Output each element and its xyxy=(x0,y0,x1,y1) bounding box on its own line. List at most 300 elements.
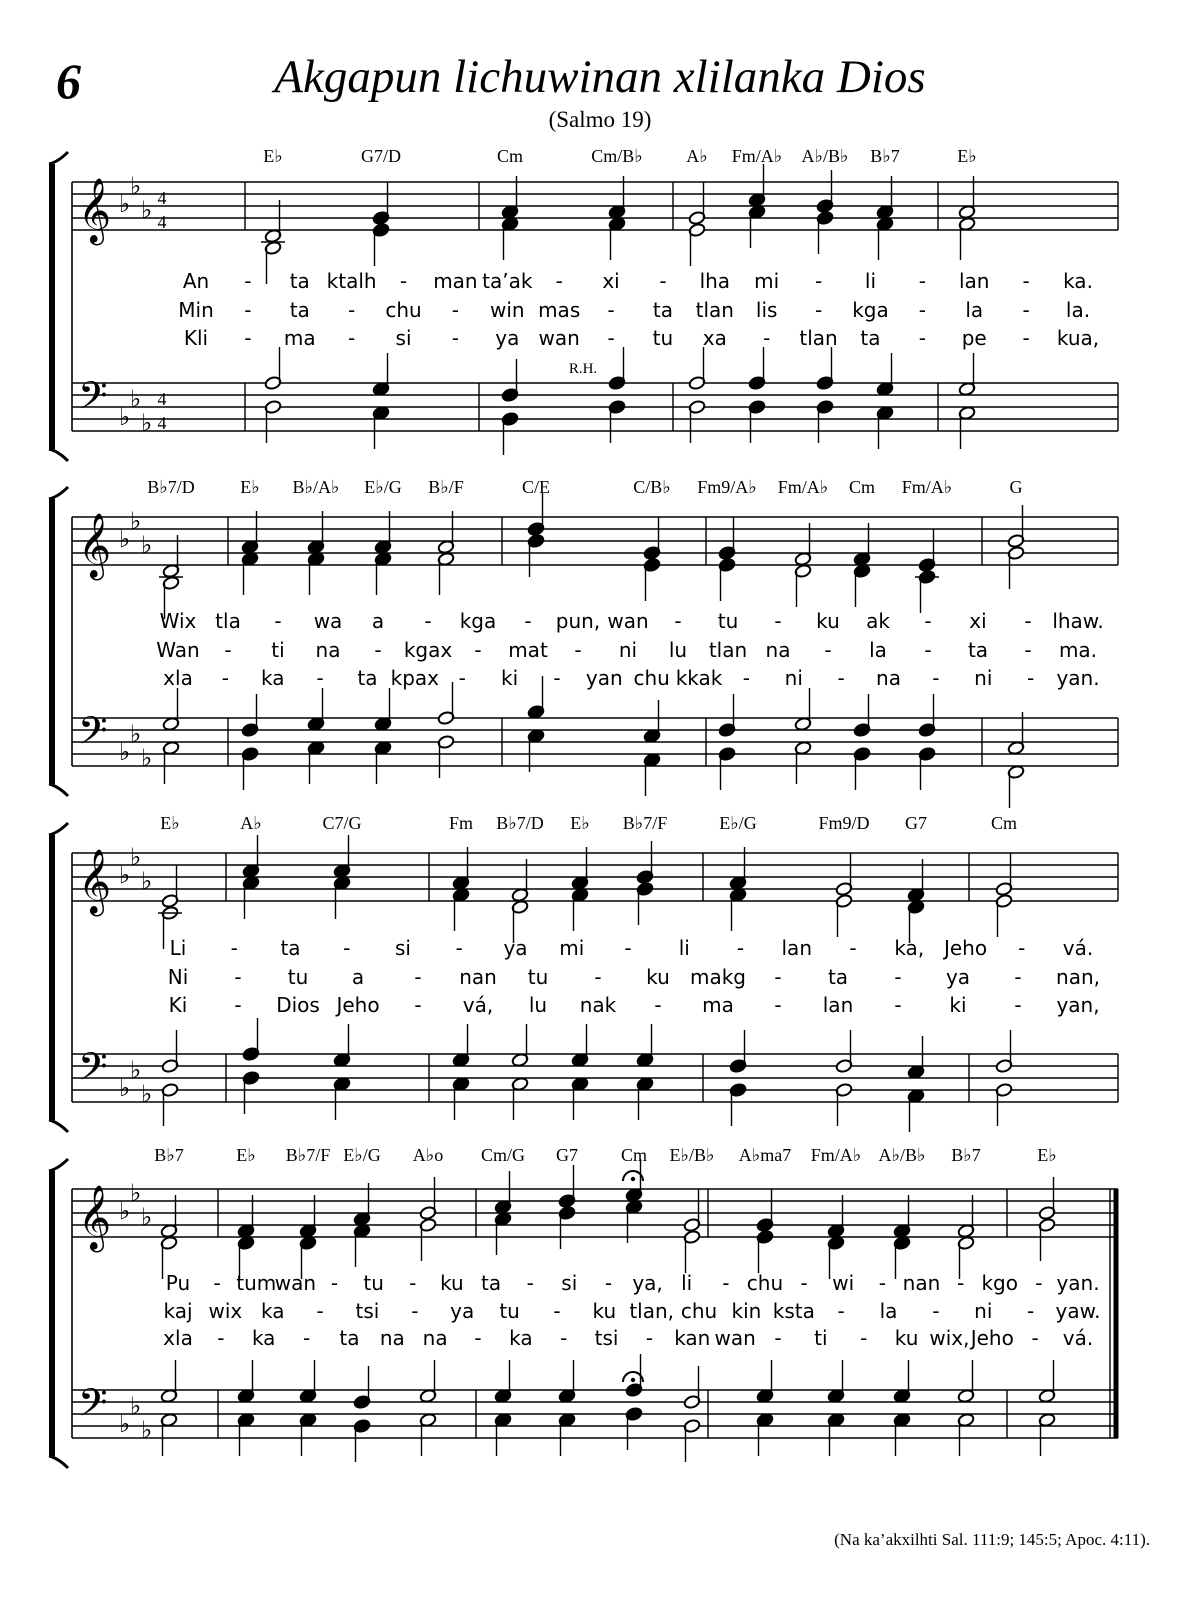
bracket-top-hook xyxy=(49,1159,68,1171)
lyric-syllable: tu xyxy=(527,965,549,989)
lyric-syllable: tu xyxy=(499,1299,520,1323)
key-flat-icon: ♭ xyxy=(119,861,131,889)
lyric-syllable: ya, xyxy=(632,1271,663,1295)
bass-clef-icon: 𝄢 xyxy=(78,373,108,427)
lyric-syllable: lhaw. xyxy=(1052,609,1104,633)
chord-symbol: C/E xyxy=(521,477,551,497)
lyric-syllable: na xyxy=(422,1326,448,1350)
lyric-syllable: chu xyxy=(680,1299,718,1323)
lyric-syllable: - xyxy=(1031,1326,1039,1350)
key-flat-icon: ♭ xyxy=(119,1410,131,1438)
lyric-syllable: - xyxy=(878,1271,886,1295)
chord-symbol: C/B♭ xyxy=(633,477,671,497)
lyric-syllable: - xyxy=(814,269,823,293)
lyric-syllable: kgax xyxy=(403,638,453,662)
lyric-syllable: - xyxy=(1014,965,1022,989)
lyric-syllable: - xyxy=(213,1271,221,1295)
lyric-syllable: ak xyxy=(866,609,890,633)
key-flat-icon: ♭ xyxy=(119,1197,131,1225)
lyric-syllable: ku xyxy=(440,1271,464,1295)
lyric-syllable: - xyxy=(574,638,582,662)
lyric-syllable: chu xyxy=(746,1271,784,1295)
lyric-syllable: - xyxy=(560,1326,568,1350)
lyric-syllable: - xyxy=(1022,326,1030,350)
chord-symbol: B♭7/D xyxy=(496,813,544,833)
treble-clef-icon: 𝄞 xyxy=(78,849,112,914)
key-flat-icon: ♭ xyxy=(130,1179,142,1207)
chord-symbol: B♭7/D xyxy=(147,477,195,497)
lyric-syllable: kan xyxy=(674,1326,711,1350)
chord-symbol: G xyxy=(1009,477,1023,497)
lyric-syllable: - xyxy=(674,609,682,633)
lyric-syllable: - xyxy=(409,1271,417,1295)
chord-symbol: E♭/G xyxy=(343,1145,381,1165)
lyric-syllable: ta xyxy=(480,1271,502,1295)
lyric-syllable: - xyxy=(894,993,902,1017)
key-flat-icon: ♭ xyxy=(119,190,131,218)
lyric-syllable: xla xyxy=(163,666,193,690)
lyric-syllable: - xyxy=(860,1326,868,1350)
key-flat-icon: ♭ xyxy=(130,720,142,748)
lyric-syllable: man xyxy=(433,269,478,293)
chord-symbol: C7/G xyxy=(322,813,362,833)
chord-symbol: B♭7 xyxy=(154,1145,184,1165)
lyric-syllable: wix xyxy=(208,1299,243,1323)
lyric-syllable: - xyxy=(524,609,532,633)
treble-clef-icon: 𝄞 xyxy=(78,178,112,243)
lyric-syllable: - xyxy=(849,936,857,960)
lyric-syllable: tlan xyxy=(708,638,748,662)
lyric-syllable: la xyxy=(965,298,984,322)
lyric-syllable: - xyxy=(1027,666,1035,690)
lyric-syllable: si xyxy=(395,936,411,960)
lyric-syllable: ma xyxy=(702,993,734,1017)
chord-symbol: B♭/A♭ xyxy=(292,477,340,497)
lyric-syllable: a xyxy=(351,965,365,989)
lyric-syllable: - xyxy=(451,326,460,350)
lyric-syllable: Ki xyxy=(168,993,188,1017)
lyric-syllable: tsi xyxy=(594,1326,619,1350)
lyric-syllable: lan xyxy=(822,993,854,1017)
lyric-syllable: ti xyxy=(814,1326,828,1350)
lyric-syllable: - xyxy=(316,666,324,690)
treble-staff xyxy=(72,853,1118,901)
chord-symbol: E♭/G xyxy=(719,813,757,833)
lyric-syllable: ku xyxy=(894,1326,919,1350)
lyric-syllable: ka. xyxy=(1063,269,1093,293)
lyric-syllable: lan xyxy=(781,936,812,960)
lyric-syllable: mi xyxy=(559,936,585,960)
time-signature-numerator: 4 xyxy=(157,188,167,208)
lyric-syllable: - xyxy=(348,298,356,322)
lyric-syllable: tla xyxy=(215,609,241,633)
lyric-syllable: ta xyxy=(652,298,673,322)
chord-symbol: Fm/A♭ xyxy=(901,477,953,497)
lyric-syllable: - xyxy=(234,965,242,989)
lyric-syllable: ya xyxy=(450,1299,475,1323)
lyric-syllable: - xyxy=(624,936,632,960)
chord-symbol: Cm xyxy=(990,813,1018,833)
lyric-syllable: - xyxy=(1018,936,1026,960)
chord-symbol: Cm xyxy=(620,1145,648,1165)
lyric-syllable: - xyxy=(1027,1299,1035,1323)
key-flat-icon: ♭ xyxy=(130,507,142,535)
lyric-syllable: - xyxy=(230,936,238,960)
lyric-syllable: - xyxy=(274,609,282,633)
lyric-syllable: tu xyxy=(287,965,309,989)
hymn-number: 6 xyxy=(56,53,81,109)
lyric-syllable: - xyxy=(1024,609,1032,633)
chord-symbol: A♭/B♭ xyxy=(801,146,849,166)
lyric-syllable: wan xyxy=(714,1326,756,1350)
bass-staff xyxy=(72,1054,1118,1102)
lyric-syllable: ku xyxy=(816,609,840,633)
lyric-syllable: yaw. xyxy=(1055,1299,1101,1323)
lyric-syllable: makg xyxy=(689,965,747,989)
key-flat-icon: ♭ xyxy=(141,1203,153,1231)
right-hand-annotation: R.H. xyxy=(568,361,598,377)
key-flat-icon: ♭ xyxy=(141,1080,153,1108)
lyric-syllable: na xyxy=(765,638,791,662)
lyric-syllable: mas xyxy=(538,298,581,322)
chord-symbol: A♭/B♭ xyxy=(878,1145,926,1165)
chord-symbol: E♭/B♭ xyxy=(669,1145,715,1165)
lyric-syllable: wan xyxy=(274,1271,317,1295)
lyric-syllable: - xyxy=(411,1299,419,1323)
chord-symbol: E♭ xyxy=(957,146,977,166)
lyric-syllable: Wan xyxy=(156,638,200,662)
lyric-syllable: ta xyxy=(339,1326,360,1350)
lyric-syllable: An xyxy=(182,269,210,293)
key-flat-icon: ♭ xyxy=(141,196,153,224)
lyric-syllable: kaj xyxy=(163,1299,193,1323)
lyric-syllable: ni xyxy=(974,666,993,690)
lyric-syllable: si xyxy=(561,1271,578,1295)
lyric-syllable: Pu xyxy=(165,1271,191,1295)
bass-clef-icon: 𝄢 xyxy=(78,1380,108,1434)
lyric-syllable: - xyxy=(343,936,351,960)
lyric-syllable: Dios xyxy=(276,993,320,1017)
lyric-syllable: tu xyxy=(652,326,674,350)
lyric-syllable: - xyxy=(1035,1271,1043,1295)
time-signature-denominator: 4 xyxy=(157,413,167,433)
lyric-syllable: Li xyxy=(169,936,187,960)
lyric-syllable: - xyxy=(763,326,771,350)
lyric-syllable: lan xyxy=(958,269,990,293)
lyric-syllable: ta xyxy=(289,298,310,322)
lyric-syllable: - xyxy=(1014,993,1022,1017)
lyric-syllable: tlan, xyxy=(629,1299,675,1323)
lyric-syllable: xla xyxy=(163,1326,193,1350)
treble-clef-icon: 𝄞 xyxy=(78,1185,112,1250)
chord-symbol: E♭ xyxy=(236,1145,256,1165)
lyric-syllable: - xyxy=(526,1271,534,1295)
lyric-syllable: - xyxy=(458,666,466,690)
lyric-syllable: - xyxy=(244,326,252,350)
lyric-syllable: - xyxy=(451,298,460,322)
lyric-syllable: li xyxy=(864,269,877,293)
lyric-syllable: - xyxy=(1024,638,1032,662)
key-flat-icon: ♭ xyxy=(130,843,142,871)
lyric-syllable: - xyxy=(414,993,422,1017)
lyric-syllable: ma. xyxy=(1058,638,1098,662)
lyric-syllable: - xyxy=(234,993,242,1017)
lyric-syllable: - xyxy=(722,1271,730,1295)
key-flat-icon: ♭ xyxy=(119,738,131,766)
lyric-syllable: chu xyxy=(385,298,422,322)
lyric-syllable: - xyxy=(837,1299,845,1323)
treble-clef-icon: 𝄞 xyxy=(78,513,112,578)
lyric-syllable: - xyxy=(932,666,940,690)
lyric-syllable: Ni xyxy=(167,965,189,989)
chord-symbol: G7 xyxy=(556,1145,578,1165)
lyric-syllable: - xyxy=(659,269,667,293)
lyric-syllable: - xyxy=(742,666,751,690)
chord-symbol: Cm xyxy=(496,146,524,166)
lyric-syllable: nak xyxy=(579,993,617,1017)
lyric-syllable: ktalh xyxy=(326,269,377,293)
lyric-syllable: - xyxy=(244,298,252,322)
chord-symbol: Cm xyxy=(848,477,876,497)
lyric-syllable: - xyxy=(221,666,229,690)
lyric-syllable: - xyxy=(918,298,926,322)
chord-symbol: B♭7 xyxy=(951,1145,981,1165)
lyric-syllable: mi xyxy=(754,269,780,293)
bracket-bottom-hook xyxy=(49,1120,68,1132)
bracket-bottom-hook xyxy=(49,449,68,461)
time-signature-denominator: 4 xyxy=(157,212,167,232)
key-flat-icon: ♭ xyxy=(119,1074,131,1102)
lyric-syllable: - xyxy=(330,1271,339,1295)
lyric-syllable: - xyxy=(918,326,926,350)
lyric-syllable: lu xyxy=(668,638,688,662)
chord-symbol: B♭/F xyxy=(428,477,464,497)
lyric-syllable: yan, xyxy=(1056,993,1100,1017)
chord-symbol: G7/D xyxy=(361,146,401,166)
chord-symbol: A♭o xyxy=(412,1145,444,1165)
lyric-syllable: - xyxy=(918,269,926,293)
key-flat-icon: ♭ xyxy=(141,1416,153,1444)
key-flat-icon: ♭ xyxy=(130,172,142,200)
lyric-syllable: lu xyxy=(528,993,548,1017)
chord-symbol: A♭ma7 xyxy=(738,1145,792,1165)
lyric-syllable: - xyxy=(736,936,745,960)
lyric-syllable: - xyxy=(774,965,782,989)
lyric-syllable: - xyxy=(399,269,408,293)
bass-staff xyxy=(72,718,1118,766)
lyric-syllable: xi xyxy=(969,609,987,633)
lyric-syllable: nan, xyxy=(1056,965,1100,989)
lyric-syllable: Wix xyxy=(159,609,197,633)
key-flat-icon: ♭ xyxy=(119,403,131,431)
lyric-syllable: ma xyxy=(283,326,316,350)
lyric-syllable: ka xyxy=(509,1326,533,1350)
chord-symbol: Fm9/D xyxy=(818,813,870,833)
lyric-syllable: nan xyxy=(459,965,497,989)
lyric-syllable: - xyxy=(932,1299,940,1323)
lyric-syllable: - xyxy=(553,666,561,690)
bracket-bottom-hook xyxy=(49,784,68,796)
lyric-syllable: ta’ak xyxy=(482,269,533,293)
lyric-syllable: nan xyxy=(902,1271,941,1295)
lyric-syllable: ta xyxy=(827,965,849,989)
lyric-syllable: - xyxy=(654,993,662,1017)
lyric-syllable: yan. xyxy=(1056,1271,1100,1295)
lyric-syllable: ti xyxy=(271,638,285,662)
lyric-syllable: kga xyxy=(459,609,497,633)
lyric-syllable: ni xyxy=(618,638,638,662)
lyric-syllable: - xyxy=(645,1326,654,1350)
chord-symbol: Cm/B♭ xyxy=(591,146,643,166)
chord-symbol: A♭ xyxy=(686,146,708,166)
lyric-syllable: Min xyxy=(178,298,214,322)
lyric-syllable: - xyxy=(555,269,563,293)
lyric-syllable: win xyxy=(489,298,525,322)
lyric-syllable: - xyxy=(594,965,602,989)
bass-clef-icon: 𝄢 xyxy=(78,1044,108,1098)
lyric-syllable: - xyxy=(316,1299,324,1323)
lyric-syllable: - xyxy=(774,993,782,1017)
lyric-syllable: - xyxy=(424,609,432,633)
time-signature-numerator: 4 xyxy=(157,389,167,409)
chord-symbol: B♭7 xyxy=(870,146,900,166)
key-flat-icon: ♭ xyxy=(130,385,142,413)
lyric-syllable: - xyxy=(1022,269,1030,293)
lyric-syllable: wi xyxy=(832,1271,855,1295)
lyric-syllable: vá. xyxy=(1062,936,1094,960)
lyric-syllable: - xyxy=(455,936,463,960)
chord-symbol: A♭ xyxy=(240,813,262,833)
lyric-syllable: vá. xyxy=(1062,1326,1094,1350)
key-flat-icon: ♭ xyxy=(130,1056,142,1084)
lyric-syllable: na xyxy=(379,1326,405,1350)
lyric-syllable: ki xyxy=(501,666,519,690)
lyric-syllable: - xyxy=(824,638,832,662)
lyric-syllable: ku xyxy=(592,1299,617,1323)
lyric-syllable: tsi xyxy=(355,1299,380,1323)
lyric-syllable: la xyxy=(879,1299,898,1323)
lyric-syllable: ta xyxy=(280,936,301,960)
bracket-top-hook xyxy=(49,487,68,499)
lyric-syllable: - xyxy=(553,1299,561,1323)
chord-symbol: Fm/A♭ xyxy=(777,477,829,497)
lyric-syllable: kin xyxy=(731,1299,762,1323)
lyric-syllable: ya xyxy=(945,965,971,989)
lyric-syllable: ta xyxy=(289,269,310,293)
lyric-syllable: pun, xyxy=(555,609,601,633)
lyric-syllable: ka, xyxy=(894,936,925,960)
lyric-syllable: wan xyxy=(538,326,580,350)
key-flat-icon: ♭ xyxy=(141,531,153,559)
lyric-syllable: ku xyxy=(646,965,670,989)
lyric-syllable: ki xyxy=(949,993,967,1017)
fermata-dot xyxy=(631,1177,635,1181)
lyric-syllable: - xyxy=(814,298,823,322)
lyric-syllable: a xyxy=(371,609,385,633)
lyric-syllable: ka xyxy=(260,666,285,690)
hymn-title: Akgapun lichuwinan xlilanka Dios xyxy=(274,51,926,103)
lyric-syllable: ni xyxy=(974,1299,993,1323)
lyric-syllable: - xyxy=(1022,298,1030,322)
chord-symbol: G7 xyxy=(905,813,927,833)
lyric-syllable: - xyxy=(414,965,422,989)
chord-symbol: E♭ xyxy=(160,813,180,833)
lyric-syllable: kua, xyxy=(1056,326,1100,350)
chord-symbol: E♭ xyxy=(263,146,283,166)
lyric-syllable: - xyxy=(224,638,232,662)
lyric-syllable: - xyxy=(217,1326,225,1350)
lyric-syllable: - xyxy=(302,1326,311,1350)
bracket-bottom-hook xyxy=(49,1456,68,1468)
lyric-syllable: la xyxy=(869,638,887,662)
bracket-top-hook xyxy=(49,823,68,835)
lyric-syllable: - xyxy=(837,666,845,690)
lyric-syllable: ksta xyxy=(772,1299,815,1323)
lyric-syllable: na xyxy=(315,638,341,662)
lyric-syllable: - xyxy=(956,1271,965,1295)
lyric-syllable: si xyxy=(395,326,412,350)
lyric-syllable: Kli xyxy=(183,326,209,350)
chord-symbol: B♭7/F xyxy=(285,1145,331,1165)
lyric-syllable: vá, xyxy=(462,993,494,1017)
lyric-syllable: ka xyxy=(251,1326,276,1350)
chord-symbol: Fm/A♭ xyxy=(731,146,783,166)
lyric-syllable: Jeho xyxy=(943,936,988,960)
chord-symbol: E♭ xyxy=(240,477,260,497)
chord-symbol: Fm/A♭ xyxy=(810,1145,862,1165)
lyric-syllable: li xyxy=(681,1271,693,1295)
chord-symbol: Fm xyxy=(448,813,474,833)
chord-symbol: B♭7/F xyxy=(622,813,668,833)
lyric-syllable: chu xyxy=(633,666,670,690)
chord-symbol: E♭ xyxy=(570,813,590,833)
lyric-syllable: - xyxy=(374,638,382,662)
lyric-syllable: pe xyxy=(961,326,987,350)
lyric-syllable: - xyxy=(774,1326,782,1350)
bracket-top-hook xyxy=(49,152,68,164)
lyric-syllable: mat xyxy=(508,638,548,662)
lyric-syllable: ta xyxy=(860,326,881,350)
lyric-syllable: tum xyxy=(236,1271,277,1295)
lyric-syllable: - xyxy=(607,326,615,350)
chord-symbol: Cm/G xyxy=(480,1145,526,1165)
lyric-syllable: tu xyxy=(717,609,739,633)
lyric-syllable: - xyxy=(800,1271,808,1295)
key-flat-icon: ♭ xyxy=(119,525,131,553)
system-2 xyxy=(49,487,1118,808)
fermata-dot xyxy=(631,1378,635,1382)
lyric-syllable: ta xyxy=(967,638,989,662)
lyric-syllable: - xyxy=(604,1271,613,1295)
key-flat-icon: ♭ xyxy=(130,1392,142,1420)
lyric-syllable: ya xyxy=(495,326,520,350)
lyric-syllable: ta xyxy=(357,666,378,690)
lyric-syllable: - xyxy=(474,638,482,662)
lyric-syllable: ka xyxy=(260,1299,285,1323)
lyric-syllable: tu xyxy=(363,1271,384,1295)
key-flat-icon: ♭ xyxy=(141,409,153,437)
lyric-syllable: tlan xyxy=(695,298,734,322)
chord-symbol: E♭ xyxy=(1037,1145,1057,1165)
lyric-syllable: yan xyxy=(585,666,623,690)
lyric-syllable: kpax xyxy=(390,666,440,690)
lyric-syllable: la. xyxy=(1065,298,1091,322)
lyric-syllable: ni xyxy=(784,666,803,690)
lyric-syllable: kga xyxy=(852,298,889,322)
scripture-footnote: (Na ka’akxilhti Sal. 111:9; 145:5; Apoc. 4:11). xyxy=(834,1530,1150,1549)
bass-clef-icon: 𝄢 xyxy=(78,708,108,762)
lyric-syllable: - xyxy=(924,638,932,662)
